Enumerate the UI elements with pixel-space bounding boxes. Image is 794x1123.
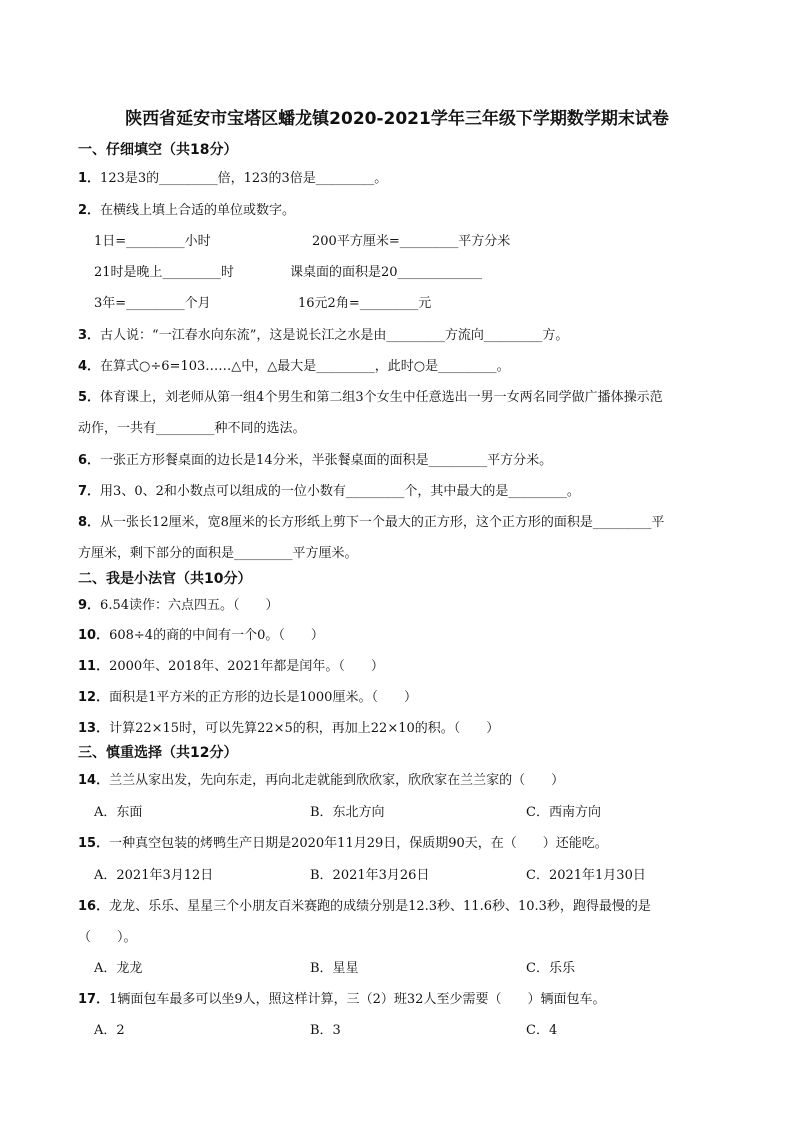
question-9	[78, 594, 279, 613]
q15-option-a: A．2021年3月12日	[94, 868, 214, 883]
question-17	[78, 988, 605, 1007]
question-number: 16．	[78, 899, 110, 914]
q17-option-c: C．4	[526, 1023, 558, 1038]
question-number: 1．	[78, 171, 101, 186]
question-8	[78, 511, 664, 530]
question-text: 2000年、2018年、2021年都是闰年。（ ）	[109, 659, 384, 674]
question-16	[78, 895, 651, 914]
question-text: 从一张长12厘米，宽8厘米的长方形纸上剪下一个最大的正方形，这个正方形的面积是_________平	[100, 515, 665, 530]
question-number: 12．	[78, 690, 110, 705]
question-text: 6.54读作：六点四五。（ ）	[100, 598, 279, 613]
question-13	[78, 717, 499, 736]
question-14	[78, 769, 564, 788]
question-number: 11．	[78, 659, 110, 674]
q15-option-b: B．2021年3月26日	[310, 868, 430, 883]
question-text: 1辆面包车最多可以坐9人，照这样计算，三（2）班32人至少需要（ ）辆面包车。	[109, 992, 606, 1007]
question-number: 17．	[78, 992, 110, 1007]
question-text: 123是3的_________倍，123的3倍是_________。	[100, 171, 388, 186]
question-number: 3．	[78, 328, 101, 343]
question-7	[78, 480, 580, 499]
question-text: 兰兰从家出发，先向东走，再向北走就能到欣欣家，欣欣家在兰兰家的（ ）	[109, 773, 565, 788]
question-number: 9．	[78, 598, 101, 613]
question-15	[78, 832, 608, 851]
question-5	[78, 386, 663, 405]
question-number: 7．	[78, 484, 101, 499]
question-text: 在算式○÷6=103……△中，△最大是_________，此时○是_________。	[100, 359, 510, 374]
question-text: 一种真空包装的烤鸭生产日期是2020年11月29日，保质期90天，在（ ）还能吃。	[109, 836, 608, 851]
q17-option-b: B．3	[310, 1023, 341, 1038]
question-text: 面积是1平方米的正方形的边长是1000厘米。（ ）	[109, 690, 417, 705]
q2-item-1b: 200平方厘米=_________平方分米	[312, 234, 511, 249]
question-text: 608÷4的商的中间有一个0。（ ）	[109, 628, 324, 643]
question-number: 14．	[78, 773, 110, 788]
question-8-continued: 方厘米，剩下部分的面积是_________平方厘米。	[78, 546, 358, 561]
question-text: 在横线上填上合适的单位或数字。	[100, 203, 296, 218]
question-10	[78, 624, 324, 643]
question-11	[78, 655, 384, 674]
q16-option-b: B．星星	[310, 961, 359, 976]
q14-option-b: B．东北方向	[310, 805, 385, 820]
question-12	[78, 686, 417, 705]
question-number: 13．	[78, 721, 110, 736]
question-6	[78, 449, 552, 468]
q17-option-a: A．2	[94, 1023, 125, 1038]
question-2	[78, 199, 295, 218]
q2-item-2b: 课桌面的面积是20_____________	[290, 265, 483, 280]
question-text: 古人说：“一江春水向东流”，这是说长江之水是由_________方流向_________方。	[100, 328, 569, 343]
q2-item-3b: 16元2角=_________元	[298, 296, 432, 311]
section-multiple-choice: 三、慎重选择（共12分）	[78, 745, 238, 761]
question-number: 2．	[78, 203, 101, 218]
question-number: 15．	[78, 836, 110, 851]
question-number: 6．	[78, 453, 101, 468]
question-text: 一张正方形餐桌面的边长是14分米，半张餐桌面的面积是_________平方分米。	[100, 453, 553, 468]
question-number: 8．	[78, 515, 101, 530]
q2-item-3a: 3年=_________个月	[94, 296, 211, 311]
section-fill-in: 一、仔细填空（共18分）	[78, 142, 238, 158]
question-text: 体育课上，刘老师从第一组4个男生和第二组3个女生中任意选出一男一女两名同学做广播体操示范	[100, 390, 663, 405]
q15-option-c: C．2021年1月30日	[526, 868, 646, 883]
q14-option-a: A．东面	[94, 805, 143, 820]
question-1	[78, 167, 387, 186]
question-text: 龙龙、乐乐、星星三个小朋友百米赛跑的成绩分别是12.3秒、11.6秒、10.3秒，跑得最慢的是	[109, 899, 651, 914]
q2-item-1a: 1日=_________小时	[94, 234, 211, 249]
section-true-false: 二、我是小法官（共10分）	[78, 571, 252, 587]
question-text: 用3、0、2和小数点可以组成的一位小数有_________个，其中最大的是_________。	[100, 484, 580, 499]
q16-option-c: C．乐乐	[526, 961, 575, 976]
q2-item-2a: 21时是晚上_________时	[94, 265, 235, 280]
question-4	[78, 355, 510, 374]
question-number: 10．	[78, 628, 110, 643]
question-number: 5．	[78, 390, 101, 405]
question-number: 4．	[78, 359, 101, 374]
q16-option-a: A．龙龙	[94, 961, 143, 976]
q14-option-c: C．西南方向	[526, 805, 601, 820]
question-3	[78, 324, 568, 343]
question-text: 计算22×15时，可以先算22×5的积，再加上22×10的积。（ ）	[109, 721, 500, 736]
question-5-continued: 动作，一共有_________种不同的选法。	[78, 421, 306, 436]
exam-title: 陕西省延安市宝塔区蟠龙镇2020-2021学年三年级下学期数学期末试卷	[125, 109, 669, 129]
question-16-continued: （ ）。	[78, 930, 137, 945]
